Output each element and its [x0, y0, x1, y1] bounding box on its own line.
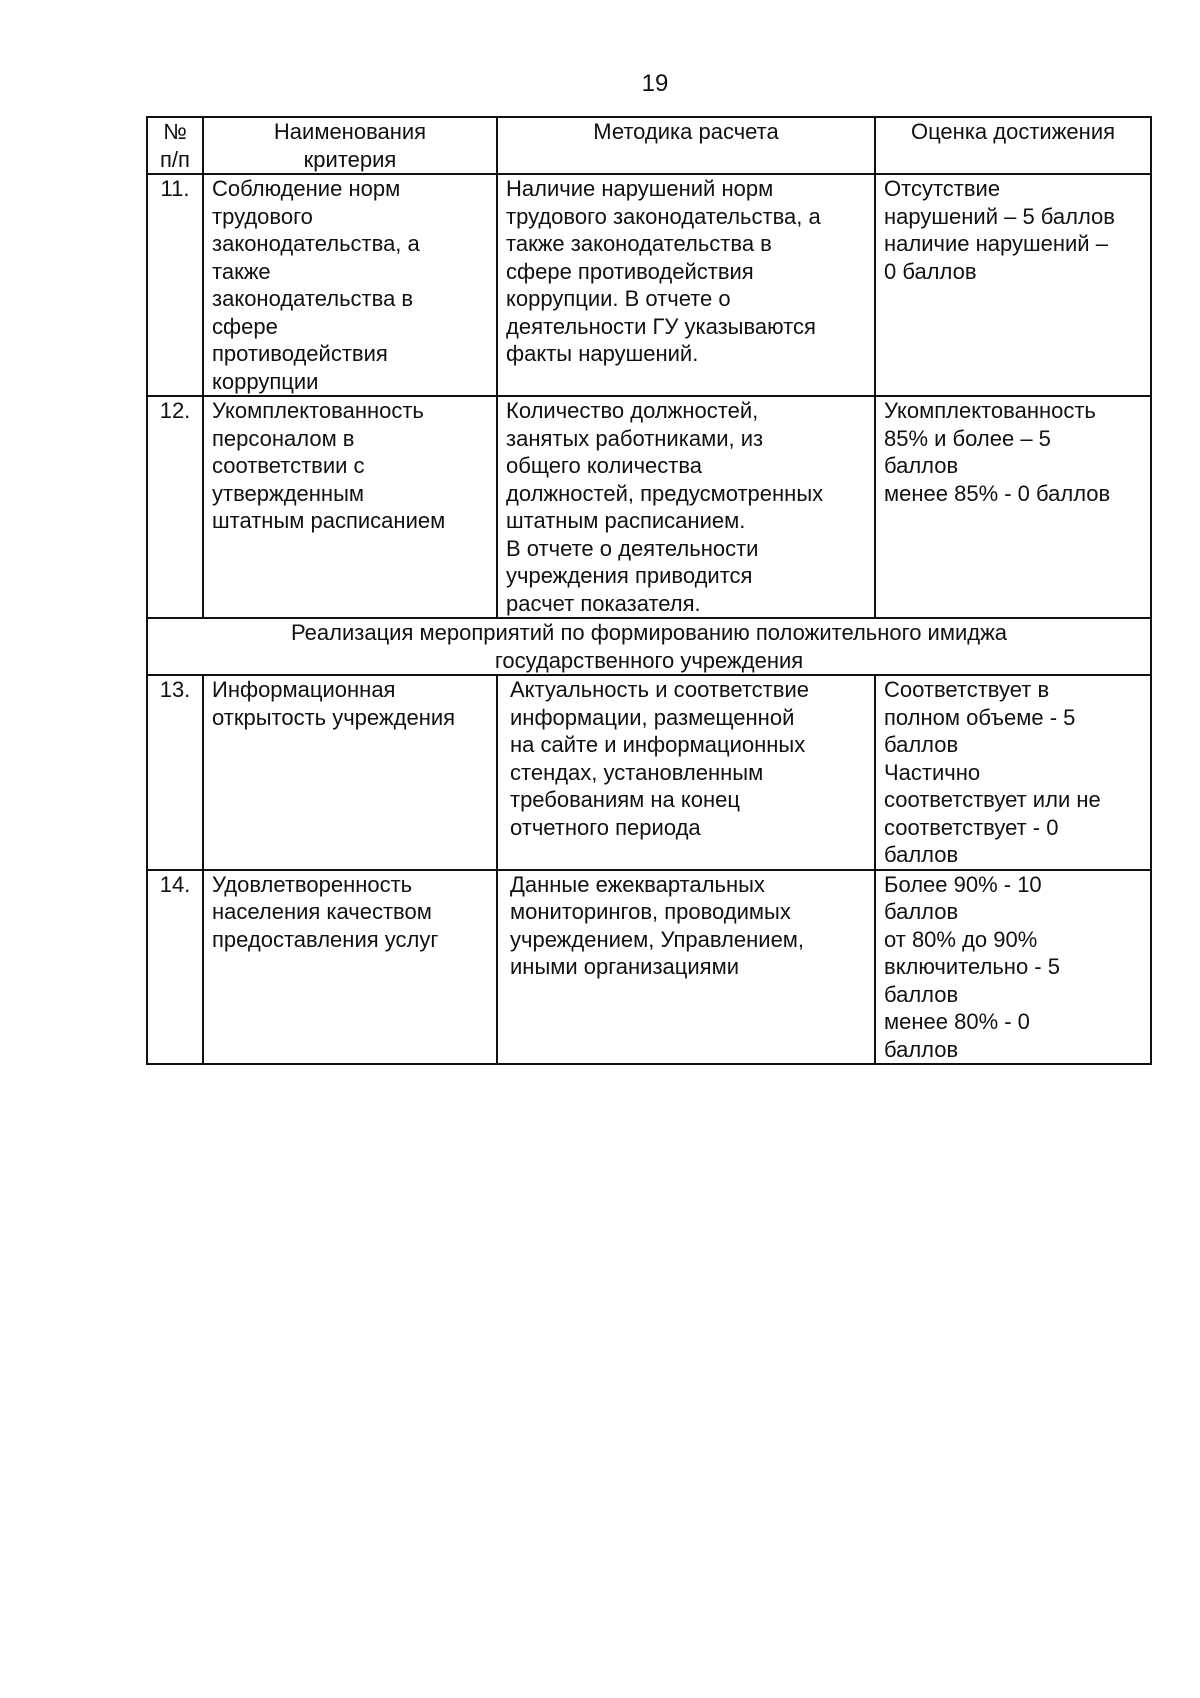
cell-text-line: Удовлетворенность [212, 871, 413, 897]
page-number: 19 [641, 70, 669, 97]
header-method-line: Методика расчета [593, 119, 779, 144]
header-name-line: критерия [303, 146, 397, 172]
section-row [147, 618, 1151, 675]
calculation-method [497, 396, 875, 618]
cell-text-line: соответствии с [212, 453, 365, 478]
header-method [497, 117, 875, 174]
cell-text-line: учреждения приводится [506, 563, 753, 588]
cell-text-line: баллов [884, 1036, 959, 1062]
header-name-line: Наименования [273, 119, 427, 144]
cell-text-line: наличие нарушений – [884, 231, 1108, 256]
header-score-line: Оценка достижения [910, 119, 1116, 144]
cell-text-line: 85% и более – 5 [884, 425, 1051, 451]
cell-text-line: занятых работниками, из [506, 425, 764, 451]
criterion-name [203, 174, 497, 396]
calculation-method [497, 675, 875, 870]
cell-text-line: Количество должностей, [506, 398, 759, 423]
cell-text-line: должностей, предусмотренных [506, 480, 824, 506]
cell-text-line: стендах, установленным [510, 759, 764, 785]
header-num-line: п/п [160, 146, 190, 172]
cell-text-line: Частично [884, 759, 981, 785]
cell-text-line: баллов [884, 842, 959, 867]
cell-text-line: соответствует - 0 [884, 814, 1059, 840]
achievement-score [875, 174, 1151, 396]
cell-text-line: учреждением, Управлением, [510, 926, 805, 952]
cell-text-line: штатным расписанием [212, 508, 446, 533]
cell-text-line: соответствует или не [884, 787, 1101, 812]
cell-text-line: также законодательства в [506, 231, 772, 256]
cell-text-line: В отчете о деятельности [506, 535, 759, 561]
cell-text-line: требованиям на конец [510, 787, 740, 812]
cell-text-line: мониторингов, проводимых [510, 899, 791, 924]
cell-text-line: Данные ежеквартальных [510, 871, 765, 897]
cell-text-line: Наличие нарушений норм [506, 176, 774, 201]
cell-text-line: Реализация мероприятий по формированию положительного имиджа [290, 620, 1008, 645]
cell-text-line: включительно - 5 [884, 954, 1060, 979]
cell-text-line: сфере [212, 313, 278, 339]
cell-text-line: отчетного периода [510, 814, 701, 840]
criteria-table [146, 116, 1152, 1065]
cell-text-line: на сайте и информационных [510, 732, 806, 757]
cell-text-line: Более 90% - 10 [884, 871, 1042, 897]
cell-text-line: общего количества [506, 453, 703, 478]
cell-text-line: Соблюдение норм [212, 176, 401, 201]
cell-text-line: факты нарушений. [506, 341, 699, 366]
cell-text-line: коррупции [212, 368, 319, 394]
cell-text-line: информации, размещенной [510, 704, 795, 730]
cell-text-line: государственного учреждения [494, 647, 804, 673]
cell-text-line: штатным расписанием. [506, 508, 746, 533]
cell-text-line: иными организациями [510, 954, 740, 979]
cell-text-line: коррупции. В отчете о [506, 286, 731, 311]
cell-text-line: трудового [212, 203, 313, 229]
cell-text-line: Укомплектованность [884, 398, 1096, 423]
header-num-line: № [163, 119, 187, 144]
row-number: 12. [147, 396, 203, 618]
header-row [147, 117, 1151, 174]
cell-text-line: расчет показателя. [506, 590, 701, 616]
row-number: 14. [147, 870, 203, 1065]
header-num [147, 117, 203, 174]
cell-text-line: Укомплектованность [212, 398, 424, 423]
cell-text-line: Актуальность и соответствие [510, 677, 809, 702]
table-row [147, 396, 1151, 618]
cell-text-line: полном объеме - 5 [884, 704, 1076, 730]
achievement-score [875, 870, 1151, 1065]
achievement-score [875, 396, 1151, 618]
cell-text-line: утвержденным [212, 480, 365, 506]
cell-text-line: менее 85% - 0 баллов [884, 480, 1111, 506]
cell-text-line: баллов [884, 732, 959, 757]
cell-text-line: от 80% до 90% [884, 926, 1038, 952]
criterion-name [203, 396, 497, 618]
cell-text-line: Информационная [212, 677, 396, 702]
table-row [147, 675, 1151, 870]
cell-text-line: законодательства в [212, 286, 414, 311]
cell-text-line: законодательства, а [212, 231, 420, 256]
cell-text-line: сфере противодействия [506, 258, 754, 284]
cell-text-line: персоналом в [212, 425, 355, 451]
cell-text-line: трудового законодательства, а [506, 203, 821, 229]
cell-text-line: Соответствует в [884, 677, 1050, 702]
header-score [875, 117, 1151, 174]
achievement-score [875, 675, 1151, 870]
cell-text-line: баллов [884, 899, 959, 924]
row-number: 11. [147, 174, 203, 396]
section-title [147, 618, 1151, 675]
cell-text-line: Отсутствие [884, 176, 1001, 201]
cell-text-line: баллов [884, 453, 959, 478]
header-name [203, 117, 497, 174]
calculation-method [497, 174, 875, 396]
cell-text-line: 0 баллов [884, 258, 977, 284]
cell-text-line: противодействия [212, 341, 388, 366]
table-row [147, 870, 1151, 1065]
calculation-method [497, 870, 875, 1065]
criterion-name [203, 870, 497, 1065]
table-row [147, 174, 1151, 396]
cell-text-line: предоставления услуг [212, 926, 439, 952]
cell-text-line: нарушений – 5 баллов [884, 203, 1115, 229]
cell-text-line: баллов [884, 981, 959, 1007]
row-number: 13. [147, 675, 203, 870]
cell-text-line: менее 80% - 0 [884, 1009, 1030, 1034]
cell-text-line: также [212, 258, 271, 284]
cell-text-line: открытость учреждения [212, 704, 456, 730]
cell-text-line: населения качеством [212, 899, 432, 924]
cell-text-line: деятельности ГУ указываются [506, 313, 816, 339]
criterion-name [203, 675, 497, 870]
